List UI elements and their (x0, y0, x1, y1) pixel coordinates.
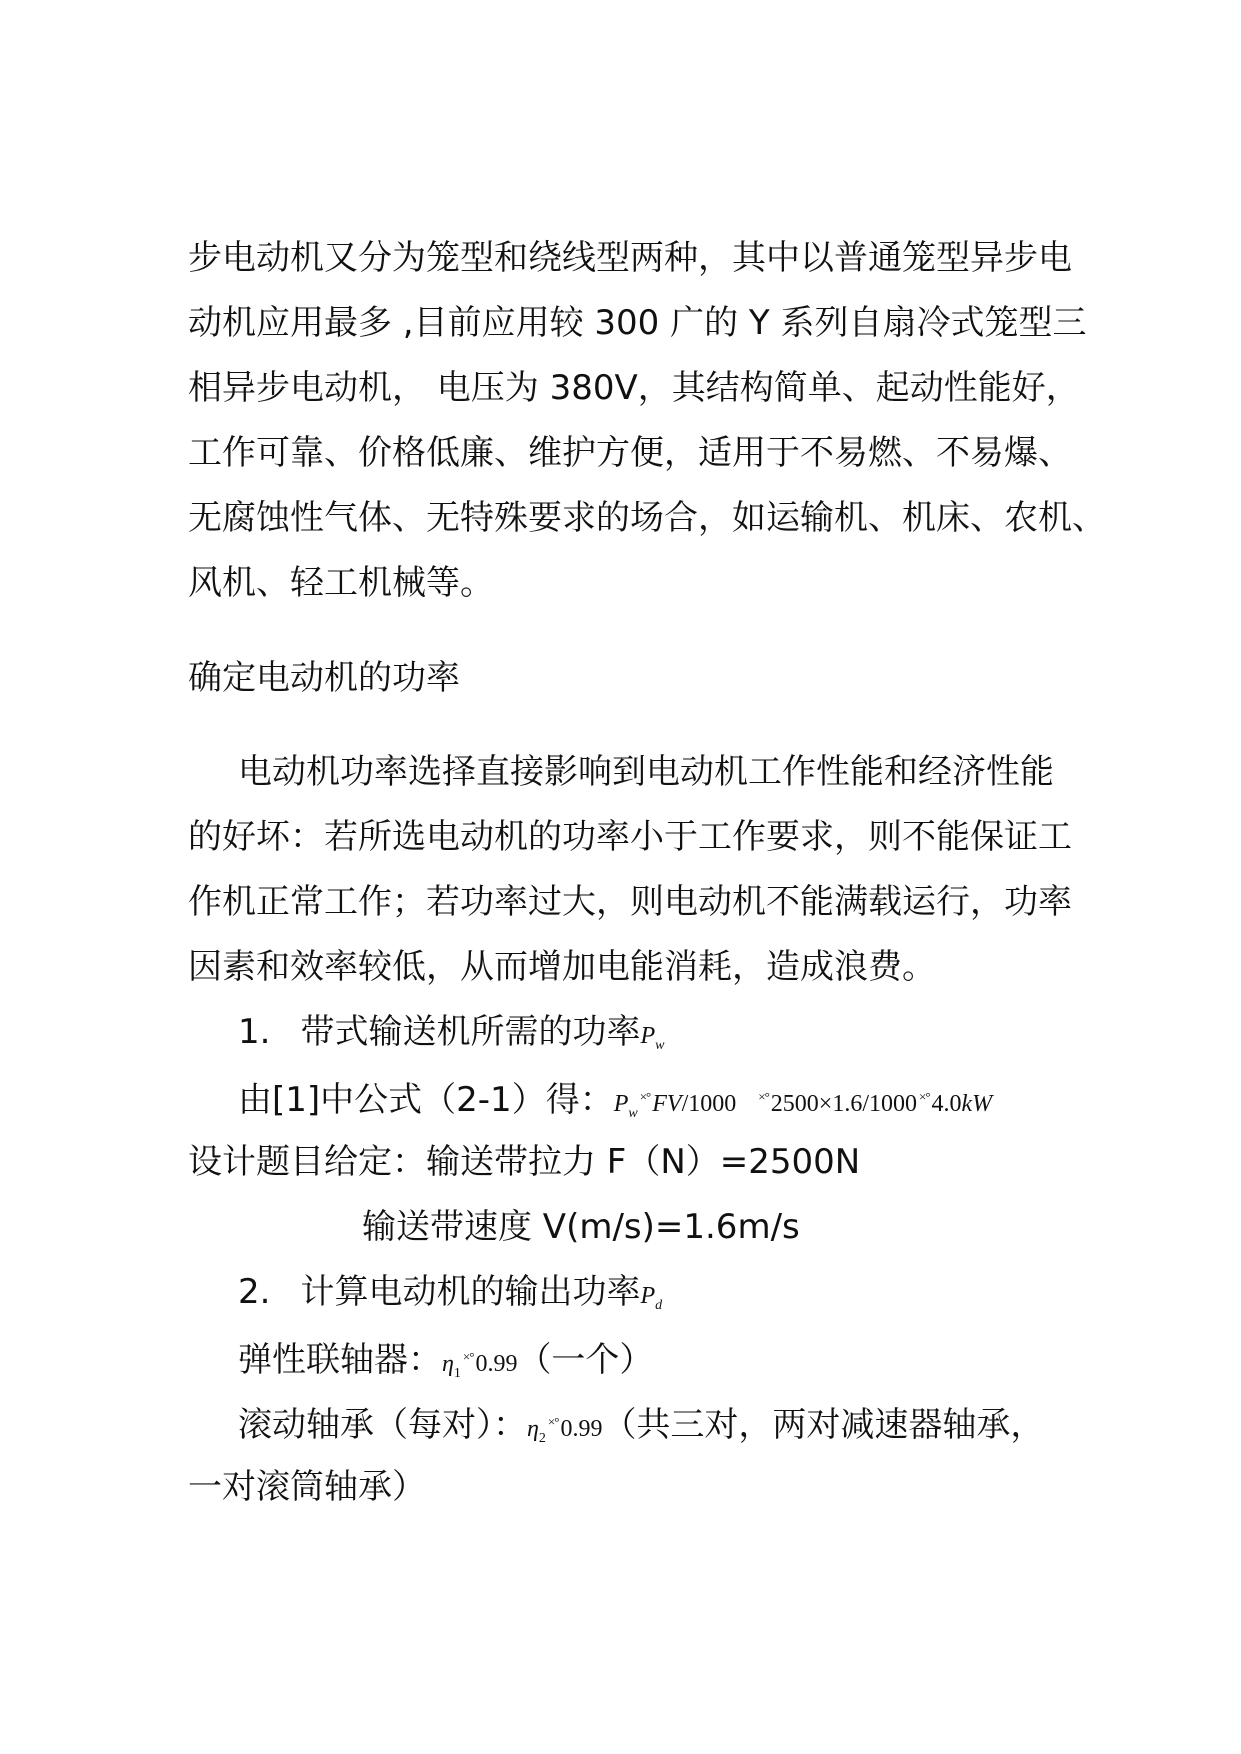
item2-text: 计算电动机的输出功率 (300, 1272, 641, 1312)
item2-symbol: P (640, 1283, 656, 1309)
given-speed: 输送带速度 V(m/s)=1.6m/s (362, 1207, 800, 1247)
paragraph1-line-4: 工作可靠、价格低廉、维护方便，适用于不易燃、不易爆、 (188, 433, 1072, 473)
bearing-note-continued: 一对滚筒轴承） (188, 1467, 426, 1507)
coupling-efficiency: $\eta_1^{\times^\circ}0.99$ (442, 1349, 518, 1381)
paragraph2-line-2: 的好坏：若所选电动机的功率小于工作要求，则不能保证工 (188, 817, 1072, 857)
paragraph1-line-1: 步电动机又分为笼型和绕线型两种，其中以普通笼型异步电 (188, 238, 1072, 278)
coupling-line (238, 1335, 653, 1396)
paragraph1-line-3: 相异步电动机， 电压为 380V，其结构简单、起动性能好， (188, 368, 1080, 408)
coupling-note: （一个） (517, 1340, 654, 1380)
item1-text: 带式输送机所需的功率 (300, 1012, 641, 1052)
formula-expression: $P_w^{\times^\circ}FV/1000$ ×°2500×1.6/1000 ×°4.0kW (613, 1089, 993, 1121)
coupling-label: 弹性联轴器： (238, 1340, 442, 1380)
item1-symbol-sub: w (655, 1038, 665, 1053)
item1-number: 1. (238, 1012, 271, 1052)
bearing-line (238, 1400, 1044, 1461)
paragraph2-line-1: 电动机功率选择直接影响到电动机工作性能和经济性能 (238, 752, 1054, 792)
item1-heading (238, 1010, 664, 1068)
paragraph2-line-3: 作机正常工作；若功率过大，则电动机不能满载运行，功率 (188, 882, 1072, 922)
section-title: 确定电动机的功率 (188, 658, 460, 698)
item1-symbol: P (640, 1023, 656, 1049)
item2-symbol-sub: d (655, 1298, 663, 1313)
item2-heading (238, 1270, 662, 1328)
paragraph2-line-4: 因素和效率较低，从而增加电能消耗，造成浪费。 (188, 947, 936, 987)
formula-line (238, 1075, 992, 1136)
item2-number: 2. (238, 1272, 271, 1312)
formula-prefix: 由[1]中公式（2-1）得： (238, 1080, 614, 1120)
paragraph1-line-5: 无腐蚀性气体、无特殊要求的场合，如运输机、机床、农机、 (188, 498, 1106, 538)
paragraph1-line-2: 动机应用最多 ,目前应用较 300 广的 Y 系列自扇冷式笼型三 (188, 303, 1087, 343)
paragraph1-line-6: 风机、轻工机械等。 (188, 563, 494, 603)
bearing-note: （共三对，两对减速器轴承， (602, 1405, 1045, 1445)
bearing-efficiency: $\eta_2^{\times^\circ}0.99$ (527, 1414, 603, 1446)
bearing-label: 滚动轴承（每对）： (238, 1405, 527, 1445)
given-tension: 设计题目给定：输送带拉力 F（N）=2500N (188, 1142, 861, 1182)
